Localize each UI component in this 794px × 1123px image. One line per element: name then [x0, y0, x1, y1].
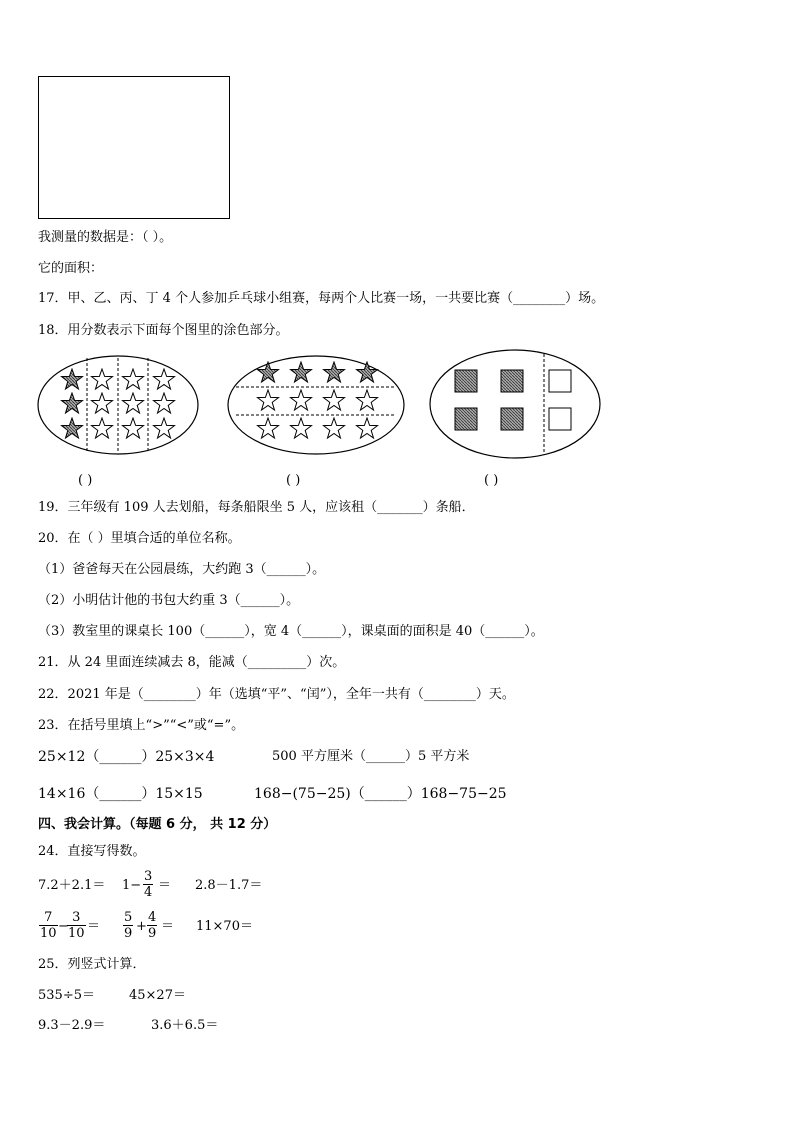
question-17: 17．甲、乙、丙、丁 4 个人参加乒乓球小组赛，每两个人比赛一场，一共要比赛（________）场。: [38, 291, 605, 306]
q24-expr-4-equals: ＝: [87, 919, 101, 934]
q25-expr-3: 9.3－2.9＝: [38, 1018, 106, 1033]
measure-rectangle: [38, 76, 230, 219]
question-25: 25．列竖式计算．: [38, 957, 146, 972]
question-24: 24．直接写得数。: [38, 844, 146, 859]
denominator: 10: [68, 926, 85, 941]
numerator: 3: [144, 869, 153, 884]
q20-item-3: （3）教室里的课桌长 100（______），宽 4（______），课桌面的面积是 40（______）。: [38, 624, 544, 639]
question-23: 23．在括号里填上“>”“<”或“=”。: [38, 718, 245, 733]
q24-expr-4-fraction-1: [39, 910, 58, 941]
q24-expr-1: 7.2＋2.1＝: [38, 878, 106, 893]
numerator: 7: [39, 910, 58, 926]
q18-blank-2[interactable]: ( ): [286, 473, 301, 488]
question-18: 18．用分数表示下面每个图里的涂色部分。: [38, 323, 289, 338]
q24-expr-2-prefix: 1−: [122, 878, 142, 893]
figure-stars-rows: [226, 354, 406, 456]
figure-squares: [428, 348, 602, 460]
section-4-heading: 四、我会计算。（每题 6 分， 共 12 分）: [38, 817, 277, 832]
q24-expr-4-fraction-2: [67, 910, 86, 941]
question-19: 19．三年级有 109 人去划船，每条船限坐 5 人，应该租（_______）条船．: [38, 500, 475, 515]
question-20: 20．在（ ）里填合适的单位名称。: [38, 531, 241, 546]
denominator: 9: [148, 926, 157, 941]
denominator: 9: [124, 926, 133, 941]
question-21: 21．从 24 里面连续减去 8，能减（_________）次。: [38, 655, 346, 670]
numerator: 5: [124, 910, 133, 925]
question-22: 22．2021 年是（________）年（选填“平”、“闰”），全年一共有（________）天。: [38, 687, 515, 702]
q25-expr-2: 45×27＝: [129, 988, 186, 1003]
q23-item-3: 14×16（______）15×15: [38, 786, 203, 802]
q24-expr-2-equals: ＝: [158, 878, 172, 893]
q18-blank-3[interactable]: ( ): [484, 473, 499, 488]
q24-expr-5-equals: ＝: [161, 919, 175, 934]
figure-stars-columns: [36, 354, 200, 456]
q25-expr-1: 535÷5＝: [38, 988, 95, 1003]
q23-item-4: 168−(75−25)（______）168−75−25: [254, 786, 507, 802]
q16-measure-line: 我测量的数据是：（ ）。: [38, 230, 173, 245]
q25-expr-4: 3.6＋6.5＝: [151, 1018, 219, 1033]
q18-blank-1[interactable]: ( ): [78, 473, 93, 488]
q24-expr-2-fraction: [143, 869, 153, 900]
denominator: 4: [144, 885, 153, 900]
q24-expr-6: 11×70＝: [196, 919, 253, 934]
q23-item-2: 500 平方厘米（______）5 平方米: [272, 749, 470, 764]
numerator: 3: [67, 910, 86, 926]
q20-item-2: （2）小明估计他的书包大约重 3（______）。: [38, 593, 300, 608]
q24-expr-5-operator: +: [136, 919, 147, 934]
q20-item-1: （1）爸爸每天在公园晨练，大约跑 3（______）。: [38, 562, 326, 577]
q24-expr-4-operator: −: [58, 919, 69, 934]
q24-expr-5-fraction-2: [147, 910, 157, 941]
denominator: 10: [40, 926, 57, 941]
q23-item-1: 25×12（______）25×3×4: [38, 749, 215, 765]
q24-expr-5-fraction-1: [123, 910, 133, 941]
q16-area-line: 它的面积：: [38, 261, 104, 276]
numerator: 4: [148, 910, 157, 925]
q24-expr-3: 2.8－1.7＝: [195, 878, 263, 893]
